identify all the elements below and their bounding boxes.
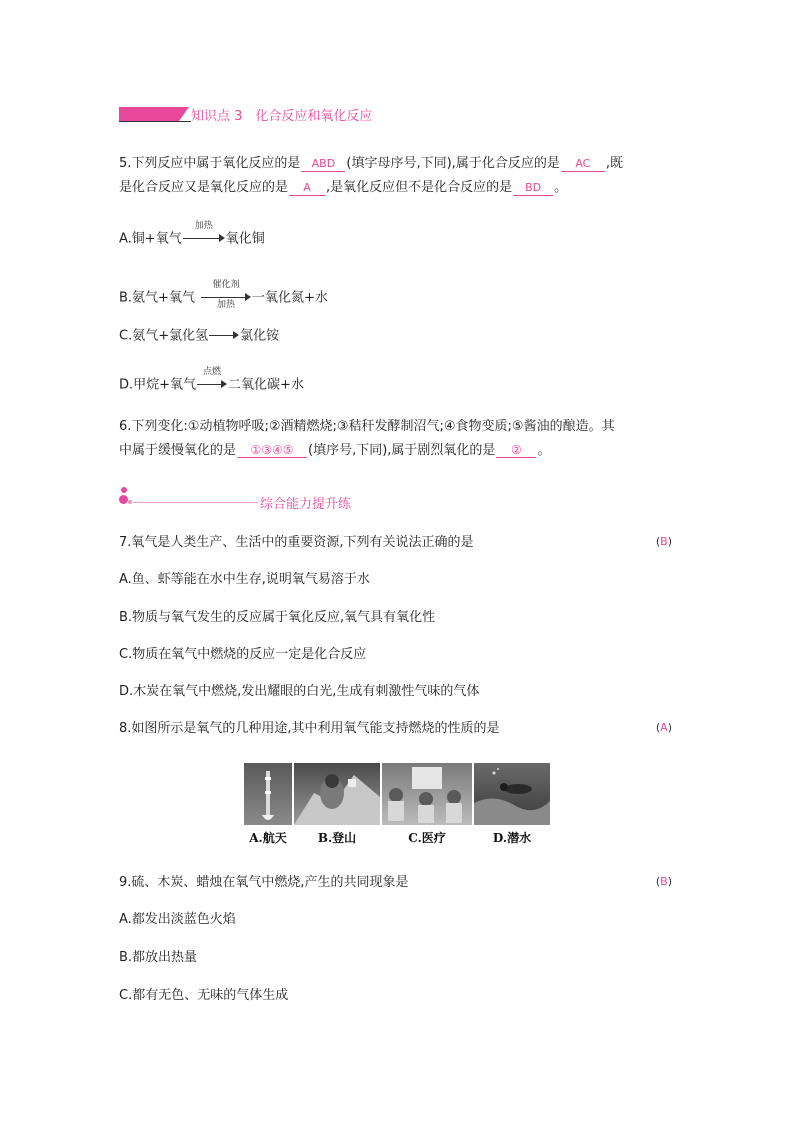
reactants: B.氨气+氧气 xyxy=(119,290,195,306)
answer-blank: ①③④⑤ xyxy=(237,443,307,458)
scuba-diving-image xyxy=(474,763,550,825)
reaction-condition: 加热 xyxy=(216,300,235,310)
medical-oxygen-image xyxy=(382,763,472,825)
question-text: ,是氧化反应但不是化合反应的是 xyxy=(326,180,513,195)
question-9-answer: (B) xyxy=(655,875,672,888)
question-5-line-2 xyxy=(119,180,567,196)
answer-choice: A xyxy=(660,721,668,734)
reactants: D.甲烷+氧气 xyxy=(119,377,197,393)
question-text: 6.下列变化:①动植物呼吸;②酒精燃烧;③秸秆发酵制沼气;④食物变质;⑤酱油的酿造。其 xyxy=(119,419,615,434)
section-underline xyxy=(119,121,191,122)
products: 二氧化碳+水 xyxy=(228,377,304,393)
question-text: 。 xyxy=(537,443,551,458)
question-8-stem xyxy=(119,721,500,737)
answer-blank: A xyxy=(289,181,325,196)
question-text: 。 xyxy=(554,180,568,195)
question-text: 中属于缓慢氧化的是 xyxy=(119,443,237,458)
question-8-answer: (A) xyxy=(655,721,672,734)
question-9-stem xyxy=(119,875,409,891)
question-text: 7.氧气是人类生产、生活中的重要资源,下列有关说法正确的是 xyxy=(119,535,474,550)
mountain-climbing-image xyxy=(294,763,380,825)
question-5-option-c xyxy=(119,328,279,345)
question-5-option-b xyxy=(119,280,328,310)
reaction-arrow-icon xyxy=(183,221,225,247)
products: 一氧化氮+水 xyxy=(251,290,328,306)
answer-blank: ② xyxy=(496,443,536,458)
section-header-comprehensive xyxy=(119,487,419,511)
question-9-option: B.都放出热量 xyxy=(119,950,198,965)
question-7-stem xyxy=(119,535,474,551)
question-text: ,既 xyxy=(605,156,623,171)
question-text: (填字母序号,下同),属于化合反应的是 xyxy=(346,156,560,171)
question-text: 5.下列反应中属于氧化反应的是 xyxy=(119,156,301,171)
question-7-option: A.鱼、虾等能在水中生存,说明氧气易溶于水 xyxy=(119,572,370,587)
products: 氧化铜 xyxy=(225,231,265,247)
reaction-condition: 催化剂 xyxy=(212,280,240,290)
question-text: 8.如图所示是氧气的几种用途,其中利用氧气能支持燃烧的性质的是 xyxy=(119,721,500,736)
question-text: (填序号,下同),属于剧烈氧化的是 xyxy=(308,443,496,458)
question-5-line-1 xyxy=(119,156,623,172)
section-divider xyxy=(133,502,258,503)
rocket-launch-image xyxy=(244,763,292,825)
reaction-arrow-icon xyxy=(197,367,227,393)
answer-blank: ABD xyxy=(301,157,345,172)
reaction-arrow-icon xyxy=(209,328,239,344)
section-banner-notch xyxy=(179,107,189,121)
decorative-dot-icon xyxy=(121,487,127,493)
question-text: 9.硫、木炭、蜡烛在氧气中燃烧,产生的共同现象是 xyxy=(119,875,409,890)
question-7-option: B.物质与氧气发生的反应属于氧化反应,氧气具有氧化性 xyxy=(119,610,436,625)
decorative-dot-icon xyxy=(119,495,128,504)
question-5-option-a xyxy=(119,221,265,248)
reactants: C.氨气+氯化氢 xyxy=(119,328,209,344)
question-7-answer: (B) xyxy=(655,535,672,548)
answer-choice: B xyxy=(660,875,668,888)
products: 氯化铵 xyxy=(240,328,280,344)
answer-blank: BD xyxy=(513,181,553,196)
reaction-condition: 点燃 xyxy=(203,367,222,377)
question-6-line-2 xyxy=(119,443,550,459)
oxygen-uses-figure xyxy=(244,763,550,851)
figure-caption: B.登山 xyxy=(317,831,357,845)
question-7-option: D.木炭在氧气中燃烧,发出耀眼的白光,生成有刺激性气味的气体 xyxy=(119,684,480,699)
section-title: 知识点 3 化合反应和氧化反应 xyxy=(191,109,373,124)
answer-choice: B xyxy=(660,535,668,548)
question-5-option-d xyxy=(119,367,304,394)
section-header-knowledge-3 xyxy=(119,107,419,129)
decorative-dot-icon xyxy=(128,500,132,504)
figure-caption: C.医疗 xyxy=(408,831,446,845)
question-9-option: C.都有无色、无味的气体生成 xyxy=(119,988,289,1003)
figure-caption: D.潜水 xyxy=(492,831,532,845)
reaction-condition: 加热 xyxy=(194,221,213,231)
figure-caption: A.航天 xyxy=(249,831,287,845)
question-7-option: C.物质在氧气中燃烧的反应一定是化合反应 xyxy=(119,647,367,662)
question-9-option: A.都发出淡蓝色火焰 xyxy=(119,912,236,927)
reaction-arrow-icon xyxy=(201,280,251,310)
reactants: A.铜+氧气 xyxy=(119,231,182,247)
section-title: 综合能力提升练 xyxy=(260,497,352,512)
answer-blank: AC xyxy=(561,157,605,172)
question-6-line-1 xyxy=(119,419,615,435)
question-text: 是化合反应又是氧化反应的是 xyxy=(119,180,289,195)
